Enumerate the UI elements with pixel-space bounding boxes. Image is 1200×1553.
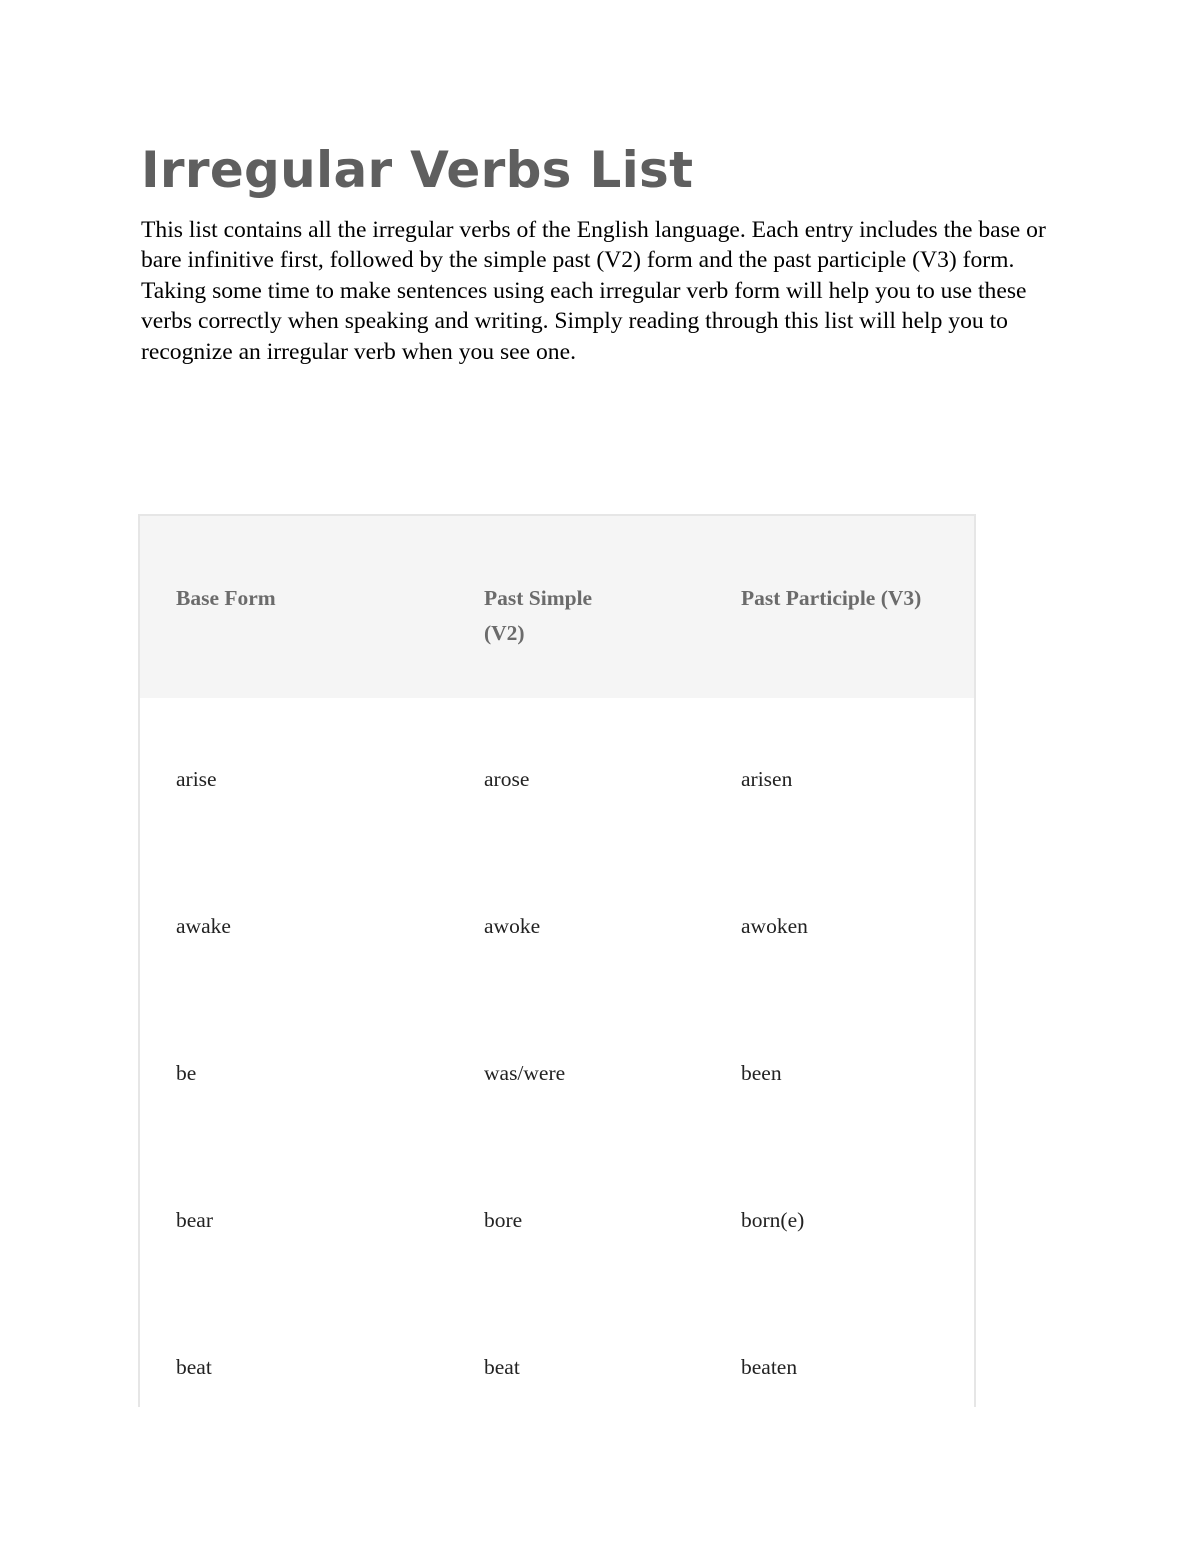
table-row xyxy=(140,1353,974,1407)
cell-past-participle: beaten xyxy=(741,1355,798,1379)
cell-base-form: awake xyxy=(176,914,231,938)
cell-base-form: bear xyxy=(176,1208,213,1232)
table-row xyxy=(140,1059,974,1206)
table-row xyxy=(140,912,974,1059)
cell-past-simple: bore xyxy=(484,1208,523,1232)
header-base-form: Base Form xyxy=(176,586,276,610)
verbs-table xyxy=(138,514,976,1407)
cell-past-participle: arisen xyxy=(741,767,793,791)
cell-past-simple: arose xyxy=(484,767,530,791)
header-past-participle: Past Participle (V3) xyxy=(741,586,922,610)
cell-past-simple: beat xyxy=(484,1355,520,1379)
cell-past-participle: born(e) xyxy=(741,1208,805,1232)
cell-past-participle: been xyxy=(741,1061,782,1085)
cell-past-participle: awoken xyxy=(741,914,808,938)
cell-past-simple: awoke xyxy=(484,914,541,938)
page-title: Irregular Verbs List xyxy=(141,141,694,199)
header-past-simple: Past Simple (V2) xyxy=(484,586,593,645)
cell-past-simple: was/were xyxy=(484,1061,566,1085)
intro-paragraph: This list contains all the irregular verbs of the English language. Each entry includes the base or bare infinitive first, followed by the simple past (V2) form and the past participle (V3) form. Taking some time to make sentences using each irregular verb form will help you to use these verbs correctly when speaking and writing. Simply reading through this list will help you to recognize an irregular verb when you see one. xyxy=(141,217,1046,365)
cell-base-form: arise xyxy=(176,767,217,791)
cell-base-form: be xyxy=(176,1061,197,1085)
table-row xyxy=(140,765,974,912)
table-row xyxy=(140,1206,974,1353)
cell-base-form: beat xyxy=(176,1355,212,1379)
table-header xyxy=(140,516,974,698)
